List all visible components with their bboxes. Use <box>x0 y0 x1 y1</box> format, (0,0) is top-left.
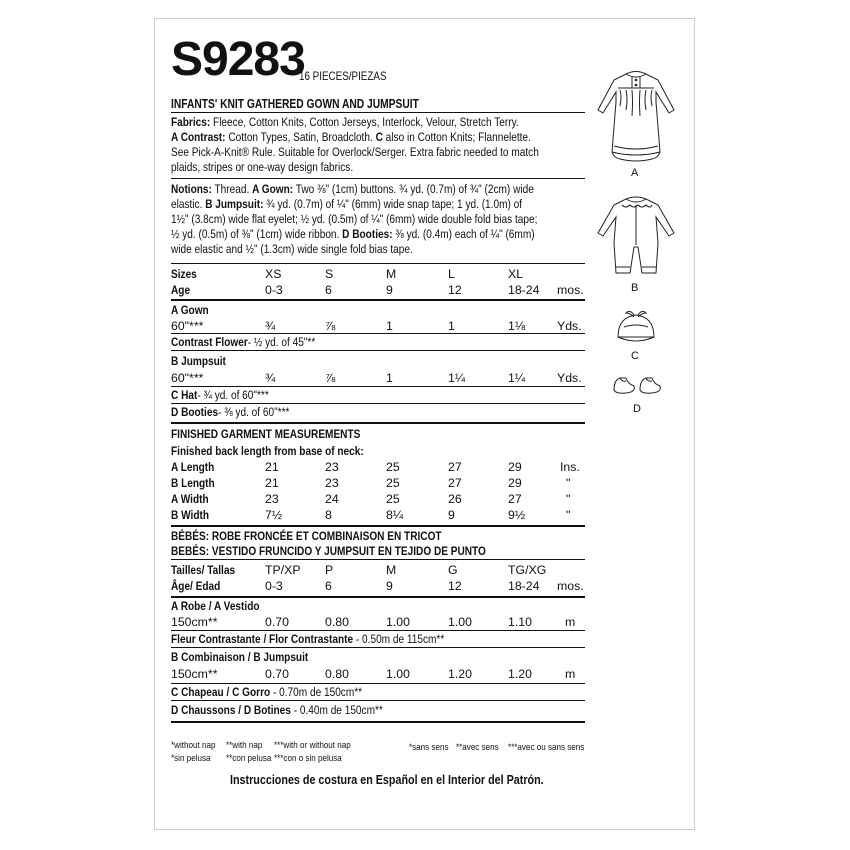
c-hat-divider <box>171 403 585 404</box>
footnote-without-nap: *without nap <box>171 740 216 751</box>
age-label: Age <box>171 283 191 297</box>
notions-divider <box>171 263 585 264</box>
footnote-con-o-sin: ***con o sin pelusa <box>274 753 342 764</box>
foreign-age: 18-24 <box>508 579 540 593</box>
a-gown-yardage: ¾ <box>265 319 276 333</box>
measure-value: 29 <box>508 476 522 490</box>
contrast-c-label: C <box>375 130 383 145</box>
measure-label: A Width <box>171 492 209 506</box>
button-detail-icon <box>635 84 638 87</box>
notions-a-label: A Gown: <box>252 182 294 196</box>
sizes-label: Sizes <box>171 267 197 281</box>
d-chaussons-value: - 0.40m de 150cm** <box>293 703 383 717</box>
measure-value: 26 <box>448 492 462 506</box>
fabrics-block <box>171 115 539 175</box>
contrast-a-text: Cotton Types, Satin, Broadcloth. <box>228 130 373 145</box>
notions-elastic: elastic. <box>171 197 203 212</box>
fabrics-divider <box>171 178 585 179</box>
b-combinaison-label: B Combinaison / B Jumpsuit <box>171 650 309 664</box>
b-jumpsuit-yardage: ¾ <box>265 371 276 385</box>
d-booties-row <box>171 405 289 419</box>
d-booties-value: - ⅜ yd. of 60"*** <box>218 405 290 419</box>
measure-value: 29 <box>508 460 522 474</box>
measure-label: B Width <box>171 508 210 522</box>
notions-a-text: Two ⅜" (1cm) buttons. ¾ yd. (0.7m) of ¾" (2cm) wide <box>295 182 534 196</box>
measure-value: 7½ <box>265 508 283 522</box>
button-detail-icon <box>635 79 638 82</box>
foreign-age: 12 <box>448 579 462 593</box>
a-robe-divider <box>171 630 585 631</box>
b-jumpsuit-yardage: 1¼ <box>508 371 526 385</box>
b-combinaison-meters: 0.70 <box>265 667 289 681</box>
sizes-divider <box>171 299 585 301</box>
a-gown-yardage: ⅞ <box>325 319 336 333</box>
measure-value: 25 <box>386 460 400 474</box>
a-robe-meters: 1.00 <box>448 615 472 629</box>
finished-subheading: Finished back length from base of neck: <box>171 444 364 458</box>
measure-value: 21 <box>265 460 279 474</box>
a-robe-meters: 1.00 <box>386 615 410 629</box>
a-robe-meters: 0.70 <box>265 615 289 629</box>
notions-b-text: ¾ yd. (0.7m) of ¼" (6mm) wide snap tape; 1 yd. (1.0m) of <box>266 197 523 212</box>
size-l: L <box>448 267 455 281</box>
foreign-size: M <box>386 563 397 577</box>
notions-block <box>171 182 537 257</box>
measure-label: B Length <box>171 476 215 490</box>
spanish-instructions-note: Instrucciones de costura en Español en el Interior del Patrón. <box>230 773 544 787</box>
foreign-age: 0-3 <box>265 579 283 593</box>
foreign-bottom-divider <box>171 721 585 723</box>
c-chapeau-divider <box>171 700 585 701</box>
measure-value: 9 <box>448 508 455 522</box>
fabrics-line-2 <box>171 130 539 145</box>
measure-value: 27 <box>508 492 522 506</box>
d-chaussons-label: D Chaussons / D Botines <box>171 703 291 717</box>
measure-value: 27 <box>448 460 462 474</box>
a-gown-width: 60"*** <box>171 319 204 333</box>
notions-d-text: ⅜ yd. (0.4m) each of ¼" (6mm) <box>395 227 535 242</box>
tailles-label: Tailles/ Tallas <box>171 563 236 577</box>
measure-value: 25 <box>386 476 400 490</box>
c-hat-row <box>171 388 269 402</box>
a-robe-meters: 1.10 <box>508 615 532 629</box>
measure-unit: " <box>566 476 571 490</box>
contrast-flower-value: - ½ yd. of 45"** <box>247 335 316 349</box>
footnote-con-pelusa: **con pelusa <box>226 753 272 764</box>
fabrics-line-4: plaids, stripes or one-way design fabrics. <box>171 160 354 175</box>
view-b-label: B <box>631 282 639 294</box>
age-value: 12 <box>448 283 462 297</box>
fleur-row <box>171 632 444 646</box>
a-gown-yardage: 1 <box>386 319 393 333</box>
size-m: M <box>386 267 397 281</box>
age-value: 0-3 <box>265 283 283 297</box>
foreign-age: 9 <box>386 579 393 593</box>
view-a-label: A <box>631 167 639 179</box>
fleur-label: Fleur Contrastante / Flor Contrastante <box>171 632 354 646</box>
hat-illustration-icon <box>614 309 658 347</box>
view-d-label: D <box>633 403 641 415</box>
footnote-sin-pelusa: *sin pelusa <box>171 753 211 764</box>
b-combinaison-meters: 1.00 <box>386 667 410 681</box>
a-gown-label: A Gown <box>171 303 209 317</box>
age-value: 18-24 <box>508 283 540 297</box>
contrast-flower-row <box>171 335 315 349</box>
foreign-size: G <box>448 563 458 577</box>
booties-illustration-icon <box>612 372 664 396</box>
notions-d-label: D Booties: <box>342 227 393 242</box>
a-robe-width: 150cm** <box>171 615 218 629</box>
notions-ribbon: ½ yd. (0.5m) of ⅜" (1cm) wide ribbon. <box>171 227 340 242</box>
age-unit: mos. <box>557 283 584 297</box>
yardage-divider <box>171 422 585 424</box>
foreign-size: TG/XG <box>508 563 547 577</box>
fleur-value: - 0.50m de 115cm** <box>355 632 445 646</box>
contrast-label: A Contrast: <box>171 130 226 145</box>
measure-value: 23 <box>325 460 339 474</box>
size-xs: XS <box>265 267 282 281</box>
footnote-avec-ou-sans: ***avec ou sans sens <box>508 742 585 753</box>
measure-unit: " <box>566 492 571 506</box>
c-hat-value: - ¾ yd. of 60"*** <box>197 388 269 402</box>
foreign-size: P <box>325 563 334 577</box>
foreign-title-divider <box>171 559 585 560</box>
a-robe-label: A Robe / A Vestido <box>171 599 260 613</box>
measure-unit: Ins. <box>560 460 580 474</box>
size-s: S <box>325 267 334 281</box>
b-combinaison-meters: 0.80 <box>325 667 349 681</box>
fabrics-list: Fleece, Cotton Knits, Cotton Jerseys, Interlock, Velour, Stretch Terry. <box>213 115 519 129</box>
b-jumpsuit-unit: Yds. <box>557 371 582 385</box>
foreign-sizes-divider <box>171 596 585 598</box>
notions-line-3: 1½" (3.8cm) wide flat eyelet; ½ yd. (0.5m) of ¼" (6mm) wide double fold bias tape; <box>171 212 538 227</box>
fleur-divider <box>171 647 585 648</box>
foreign-age: 6 <box>325 579 332 593</box>
jumpsuit-illustration-icon <box>596 193 676 277</box>
size-xl: XL <box>508 267 524 281</box>
b-combinaison-divider <box>171 683 585 684</box>
notions-line-2 <box>171 197 537 212</box>
foreign-age-unit: mos. <box>557 579 584 593</box>
title-divider <box>171 112 585 113</box>
b-combinaison-unit: m <box>565 667 576 681</box>
notions-line-4 <box>171 227 537 242</box>
d-booties-label: D Booties <box>171 405 219 419</box>
measure-value: 21 <box>265 476 279 490</box>
measure-value: 23 <box>265 492 279 506</box>
notions-b-label: B Jumpsuit: <box>205 197 264 212</box>
age-value: 6 <box>325 283 332 297</box>
d-chaussons-row <box>171 703 383 717</box>
measure-value: 27 <box>448 476 462 490</box>
b-combinaison-width: 150cm** <box>171 667 218 681</box>
b-jumpsuit-yardage: 1 <box>386 371 393 385</box>
b-jumpsuit-divider <box>171 386 585 387</box>
fabrics-line-1 <box>171 115 539 130</box>
a-robe-meters: 0.80 <box>325 615 349 629</box>
fabrics-line-3: See Pick-A-Knit® Rule. Suitable for Overlock/Serger. Extra fabric needed to match <box>171 145 539 160</box>
title-french: BÉBÉS: ROBE FRONCÉE ET COMBINAISON EN TRICOT <box>171 529 442 543</box>
b-combinaison-meters: 1.20 <box>448 667 472 681</box>
measure-unit: " <box>566 508 571 522</box>
notions-line-5: wide elastic and ½" (1.3cm) wide single fold bias tape. <box>171 242 413 257</box>
age-value: 9 <box>386 283 393 297</box>
measurements-divider <box>171 525 585 527</box>
measure-value: 9½ <box>508 508 526 522</box>
gown-illustration-icon <box>596 66 676 164</box>
view-c-label: C <box>631 350 639 362</box>
notions-thread: Thread. <box>214 182 250 196</box>
notions-line-1 <box>171 182 537 197</box>
notions-label: Notions: <box>171 182 212 196</box>
footnote-avec-sens: **avec sens <box>456 742 499 753</box>
measure-value: 23 <box>325 476 339 490</box>
c-chapeau-value: - 0.70m de 150cm** <box>272 685 363 699</box>
b-combinaison-meters: 1.20 <box>508 667 532 681</box>
footnote-with-nap: **with nap <box>226 740 263 751</box>
c-hat-label: C Hat <box>171 388 198 402</box>
age-edad-label: Âge/ Edad <box>171 579 221 593</box>
finished-heading: FINISHED GARMENT MEASUREMENTS <box>171 427 361 441</box>
b-jumpsuit-yardage: ⅞ <box>325 371 336 385</box>
measure-value: 25 <box>386 492 400 506</box>
title-spanish: BEBÉS: VESTIDO FRUNCIDO Y JUMPSUIT EN TEJIDO DE PUNTO <box>171 544 486 558</box>
fabrics-label: Fabrics: <box>171 115 211 129</box>
contrast-flower-label: Contrast Flower <box>171 335 248 349</box>
measure-value: 8 <box>325 508 332 522</box>
flower-divider <box>171 350 585 351</box>
b-jumpsuit-yardage: 1¼ <box>448 371 466 385</box>
b-jumpsuit-label: B Jumpsuit <box>171 354 226 368</box>
foreign-size: TP/XP <box>265 563 301 577</box>
a-robe-unit: m <box>565 615 576 629</box>
a-gown-yardage: 1 <box>448 319 455 333</box>
a-gown-yardage: 1⅛ <box>508 319 526 333</box>
b-jumpsuit-width: 60"*** <box>171 371 204 385</box>
measure-value: 24 <box>325 492 339 506</box>
pattern-number: S9283 <box>171 33 305 86</box>
pattern-title: INFANTS' KNIT GATHERED GOWN AND JUMPSUIT <box>171 97 419 111</box>
a-gown-unit: Yds. <box>557 319 582 333</box>
a-gown-divider <box>171 333 585 334</box>
measure-label: A Length <box>171 460 215 474</box>
measure-value: 8¼ <box>386 508 404 522</box>
footnote-sans-sens: *sans sens <box>409 742 449 753</box>
footnote-with-or-without: ***with or without nap <box>274 740 351 751</box>
c-chapeau-row <box>171 685 362 699</box>
pieces-count: 16 PIECES/PIEZAS <box>299 69 387 83</box>
contrast-c-text: also in Cotton Knits; Flannelette. <box>385 130 531 145</box>
c-chapeau-label: C Chapeau / C Gorro <box>171 685 271 699</box>
